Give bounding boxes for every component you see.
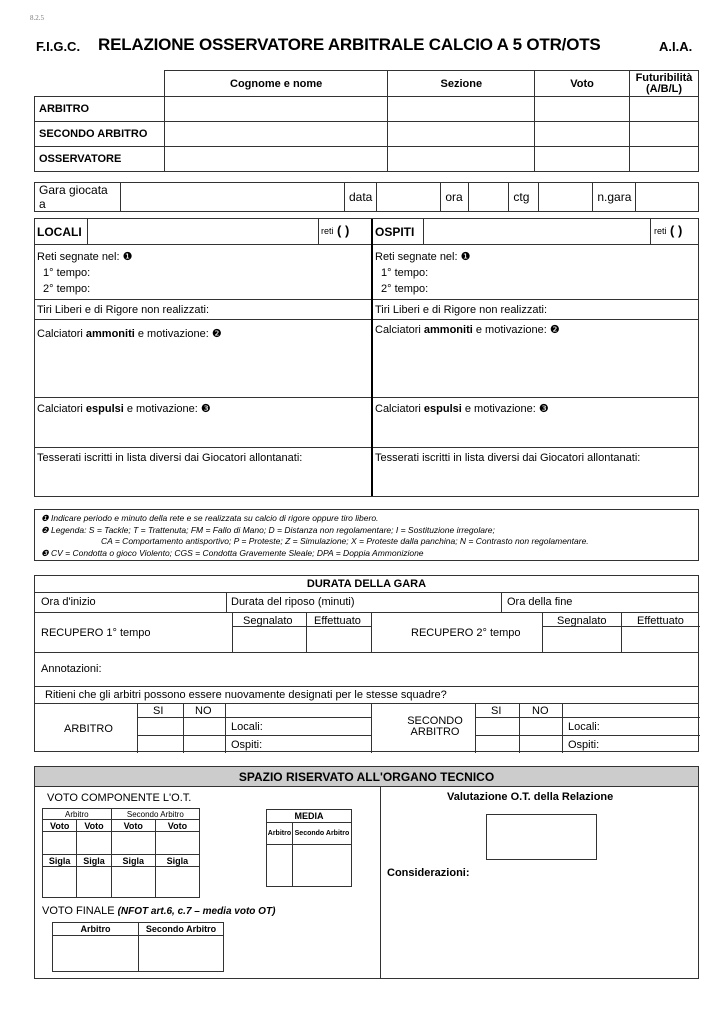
sigla-field[interactable] [77,867,111,898]
segnalato-2-field[interactable] [543,627,620,651]
voto-componente-table: Arbitro Secondo Arbitro Voto Voto Voto Voto Sigla Sigla Sigla Sigla [42,808,200,898]
legend-line-4: ❸ CV = Condotta o gioco Violento; CGS = Condotta Gravemente Sleale; DPA = Doppia Ammonizione [41,547,424,558]
voto-field[interactable] [155,832,199,855]
durata-section [34,575,699,752]
aia-label: A.I.A. [659,39,693,54]
voto-field[interactable] [111,832,155,855]
sigla-field[interactable] [43,867,77,898]
secondo-voto-field[interactable] [535,122,630,147]
sigla-field[interactable] [155,867,199,898]
ngara-field[interactable] [636,183,699,212]
secondo-no-locali-check[interactable] [520,718,561,734]
voto-field[interactable] [43,832,77,855]
segnalato-1-label: Segnalato [243,615,293,627]
locali-column [35,219,371,496]
effettuato-2-label: Effettuato [637,615,684,627]
ospiti-tiri-liberi[interactable]: Tiri Liberi e di Rigore non realizzati: [373,300,698,320]
secondo-si-locali-check[interactable] [476,718,518,734]
legend-line-3: CA = Comportamento antisportivo; P = Proteste; Z = Simulazione; X = Proteste dalla panchina; N = Contrasto non regolamentare. [101,536,589,546]
arbitro-no-ospiti-check[interactable] [184,736,224,752]
teams-section [34,218,699,497]
segnalato-1-field[interactable] [233,627,305,651]
ctg-field[interactable] [539,183,593,212]
arbitro-futuribilita-field[interactable] [630,97,699,122]
ora-inizio-label: Ora d'inizio [41,596,96,608]
locali-reti-segnate[interactable]: Reti segnate nel: ❶ 1° tempo: 2° tempo: [35,245,371,300]
finale-arbitro-field[interactable] [53,936,139,972]
ospiti-label: OSPITI [375,225,415,239]
officials-table [34,70,699,172]
ora-fine-label: Ora della fine [507,596,573,608]
ospiti-reti-segnate[interactable]: Reti segnate nel: ❶ 1° tempo: 2° tempo: [373,245,698,300]
ospiti-reti-label: reti [654,226,667,236]
osservatore-voto-field[interactable] [535,147,630,172]
locali-ammoniti[interactable]: Calciatori ammoniti e motivazione: ❷ [35,320,371,398]
durata-riposo-label: Durata del riposo (minuti) [231,596,355,608]
locali-reti-label: reti [321,226,334,236]
ospiti-label-1: Ospiti: [231,739,263,751]
considerazioni-field[interactable] [387,885,692,973]
gara-label: Gara giocata a [35,183,121,212]
no-label-2: NO [532,705,549,717]
locali-header [35,219,371,245]
legend-line-1: ❶ Indicare periodo e minuto della rete e se realizzata su calcio di rigore oppure tiro libero. [41,513,379,523]
secondo-nome-field[interactable] [164,122,388,147]
voto-componente-label: VOTO COMPONENTE L'O.T. [47,792,192,804]
ctg-label: ctg [509,183,539,212]
annotazioni-field[interactable] [115,653,695,686]
annotazioni-label: Annotazioni: [41,663,102,675]
secondo-sezione-field[interactable] [388,122,535,147]
valutazione-label: Valutazione O.T. della Relazione [447,791,614,803]
voto-finale-label: VOTO FINALE [42,905,118,917]
locali-tiri-liberi[interactable]: Tiri Liberi e di Rigore non realizzati: [35,300,371,320]
si-label-2: SI [491,705,502,717]
finale-secondo-field[interactable] [139,936,224,972]
arbitro-voto-field[interactable] [535,97,630,122]
ora-field[interactable] [469,183,509,212]
ngara-label: n.gara [593,183,636,212]
voto-finale-table: Arbitro Secondo Arbitro [52,922,224,972]
locali-label-2: Locali: [568,721,600,733]
media-secondo-field[interactable] [292,845,351,887]
si-no-secondo-label: SECONDO ARBITRO [407,715,463,738]
effettuato-1-field[interactable] [307,627,370,651]
locali-name-field[interactable] [87,219,319,245]
si-label-1: SI [153,705,164,717]
ospiti-espulsi[interactable]: Calciatori espulsi e motivazione: ❸ [373,398,698,448]
ospiti-label-2: Ospiti: [568,739,600,751]
recupero1-label: RECUPERO 1° tempo [41,627,151,639]
match-info-row [34,182,699,212]
durata-title: DURATA DELLA GARA [306,578,427,590]
data-label: data [345,183,377,212]
col-cognome-nome: Cognome e nome [164,71,388,97]
ora-label: ora [441,183,469,212]
data-field[interactable] [377,183,441,212]
no-label-1: NO [195,705,212,717]
secondo-no-ospiti-check[interactable] [520,736,561,752]
si-no-arbitro-label: ARBITRO [64,723,113,735]
row-secondo-arbitro: SECONDO ARBITRO [35,122,165,147]
locali-label-1: Locali: [231,721,263,733]
ritieni-question: Ritieni che gli arbitri possono essere nuovamente designati per le stesse squadre? [45,689,447,701]
arbitro-si-ospiti-check[interactable] [138,736,182,752]
considerazioni-label: Considerazioni: [387,867,470,879]
ospiti-header [373,219,698,245]
row-osservatore: OSSERVATORE [35,147,165,172]
arbitro-nome-field[interactable] [164,97,388,122]
legend-line-2: ❷ Legenda: S = Tackle; T = Trattenuta; FM = Fallo di Mano; D = Distanza non regolamentare; I = Sostituzione irregolare; [41,524,495,535]
valutazione-field[interactable] [486,814,597,860]
voto-finale-note: (NFOT art.6, c.7 – media voto OT) [117,906,276,917]
col-futuribilita: Futuribilità (A/B/L) [630,71,699,97]
arbitro-no-locali-check[interactable] [184,718,224,734]
osservatore-nome-field[interactable] [164,147,388,172]
col-voto: Voto [535,71,630,97]
ospiti-name-field[interactable] [423,219,651,245]
sigla-field[interactable] [111,867,155,898]
secondo-futuribilita-field[interactable] [630,122,699,147]
empty-corner [35,71,165,97]
ospiti-reti-field[interactable]: ( ) [670,223,683,238]
locali-reti-field[interactable]: ( ) [337,223,350,238]
arbitro-si-locali-check[interactable] [138,718,182,734]
osservatore-sezione-field[interactable] [388,147,535,172]
legend-box [34,509,699,561]
media-table: MEDIA Arbitro Secondo Arbitro [266,809,352,887]
locali-label: LOCALI [37,225,82,239]
version-code: 8.2.5 [30,14,44,22]
ot-title: SPAZIO RISERVATO ALL'ORGANO TECNICO [35,767,698,787]
media-arbitro-field[interactable] [267,845,293,887]
osservatore-futuribilita-field[interactable] [630,147,699,172]
locali-tesserati[interactable]: Tesserati iscritti in lista diversi dai Giocatori allontanati: [37,452,303,464]
ospiti-column [371,219,698,496]
segnalato-2-label: Segnalato [557,615,607,627]
voto-field[interactable] [77,832,111,855]
figc-label: F.I.G.C. [36,39,81,54]
locali-espulsi[interactable]: Calciatori espulsi e motivazione: ❸ [35,398,371,448]
recupero2-label: RECUPERO 2° tempo [411,627,521,639]
secondo-si-ospiti-check[interactable] [476,736,518,752]
ospiti-ammoniti[interactable]: Calciatori ammoniti e motivazione: ❷ [373,320,698,398]
arbitro-sezione-field[interactable] [388,97,535,122]
row-arbitro: ARBITRO [35,97,165,122]
page-title: RELAZIONE OSSERVATORE ARBITRALE CALCIO A 5 OTR/OTS [98,35,601,54]
organo-tecnico-section [34,766,699,979]
col-sezione: Sezione [388,71,535,97]
effettuato-2-field[interactable] [622,627,699,651]
ospiti-tesserati[interactable]: Tesserati iscritti in lista diversi dai Giocatori allontanati: [375,452,641,464]
effettuato-1-label: Effettuato [314,615,361,627]
gara-field[interactable] [121,183,345,212]
